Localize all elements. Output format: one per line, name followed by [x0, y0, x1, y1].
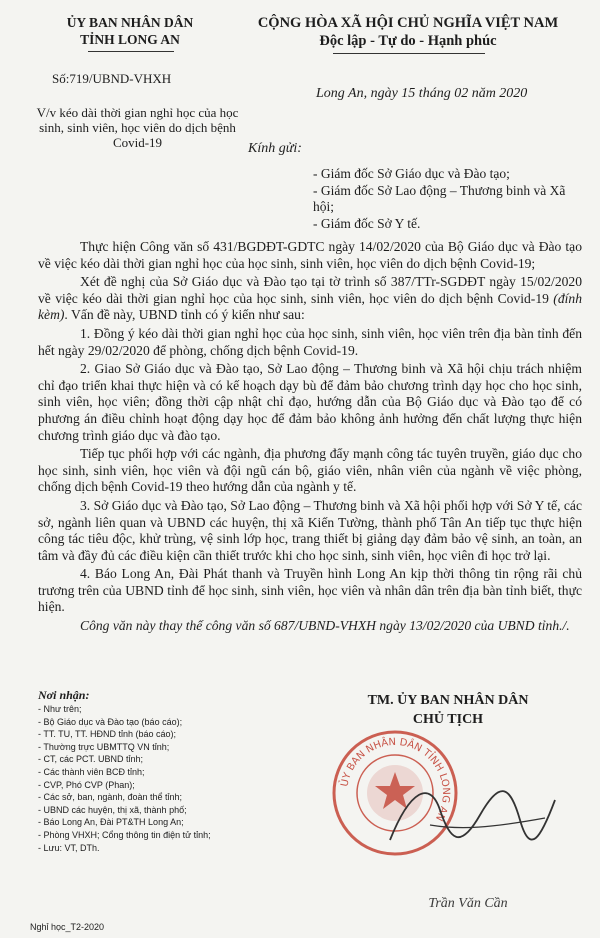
distribution-item: - Các thành viên BCĐ tỉnh; — [38, 766, 145, 777]
body-paragraph: Thực hiện Công văn số 431/BGDĐT-GDTC ngày 14/02/2020 của Bộ Giáo dục và Đào tạo về việc kéo dài thời gian nghỉ học của học sinh, sinh viên, học viên do dịch bệnh Covid-19; — [38, 239, 582, 271]
distribution-item: - Lưu: VT, DTh. — [38, 842, 100, 853]
issuer-header — [30, 14, 230, 48]
body-paragraph: 2. Giao Sở Giáo dục và Đào tạo, Sở Lao động – Thương binh và Xã hội chịu trách nhiệm chỉ đạo triển khai thực hiện và có kế hoạch dạy bù để đảm bảo chương trình dạy học cho học sinh, sinh viên, học viên; đồng thời cập nhật chỉ đạo, hướng dẫn của Bộ Giáo dục và Đào tạo để có phương án điều chỉnh hoạt động dạy học để đảm bảo không ảnh hưởng đến chất lượng thực hiện chương trình giáo dục và đào tạo. — [38, 361, 582, 443]
document-subject: V/v kéo dài thời gian nghỉ học của học sinh, sinh viên, học viên do dịch bệnh Covid-19 — [36, 105, 239, 150]
recipient-item: - Giám đốc Sở Lao động – Thương binh và Xã hội; — [313, 182, 566, 214]
document-number: Số:719/UBND-VHXH — [52, 71, 172, 86]
distribution-item: - Như trên; — [38, 704, 82, 714]
national-header — [228, 14, 588, 50]
file-reference: Nghỉ học_T2-2020 — [30, 922, 105, 932]
issuer-line-1: ỦY BAN NHÂN DÂN — [66, 15, 194, 30]
body-paragraph: 3. Sở Giáo dục và Đào tạo, Sở Lao động – Thương binh và Xã hội phối hợp với Sở Y tế, các sở, ngành liên quan và UBND các huyện, thị xã Kiến Tường, thành phố Tân An tiếp tục thực hiện công tác tiêu độc, khử trùng, vệ sinh lớp học, trang thiết bị giảng dạy đảm bảo vệ sinh, an toàn, an tâm và đầy đủ các điều kiện cần thiết trước khi cho học sinh, sinh viên, học viên đi học trở lại. — [38, 497, 582, 563]
distribution-item: - Các sở, ban, ngành, đoàn thể tỉnh; — [38, 792, 182, 803]
paragraph-text: Xét đề nghị của Sở Giáo dục và Đào tạo tại tờ trình số 387/TTr-SGDĐT ngày 15/02/2020 về việc kéo dài thời gian nghỉ học của học sinh, sinh viên, học viên do dịch bệnh Covid-19 — [38, 274, 582, 306]
signer-name: Trần Văn Cần — [428, 896, 508, 911]
seal-text-path: ỦY BAN NHÂN DÂN TỈNH LONG AN — [339, 736, 452, 823]
motto-underline — [333, 53, 485, 54]
body-paragraph: 4. Báo Long An, Đài Phát thanh và Truyền hình Long An kịp thời thông tin rộng rãi chủ trương trên của UBND tỉnh để học sinh, sinh viên, học viên và nhân dân trên địa bàn tỉnh biết, thực hiện. — [38, 566, 582, 615]
document-body — [38, 239, 582, 637]
distribution-item: - Báo Long An, Đài PT&TH Long An; — [38, 817, 184, 828]
distribution-list — [38, 703, 211, 854]
signature-stroke — [390, 791, 555, 840]
body-paragraph: Tiếp tục phối hợp với các ngành, địa phương đẩy mạnh công tác tuyên truyền, giáo dục cho học sinh, sinh viên, học viên và đội ngũ cán bộ, giáo viên, nhân viên của ngành về việc phòng, chống dịch bệnh Covid-19 theo hướng dẫn của ngành y tế. — [38, 446, 582, 495]
distribution-item: - CT, các PCT. UBND tỉnh; — [38, 754, 144, 765]
country-name: CỘNG HÒA XÃ HỘI CHỦ NGHĨA VIỆT NAM — [257, 15, 559, 31]
distribution-item: - Thường trực UBMTTQ VN tỉnh; — [38, 741, 170, 752]
body-paragraph — [38, 274, 582, 324]
body-paragraph: 1. Đồng ý kéo dài thời gian nghỉ học của học sinh, sinh viên, học viên trên địa bàn tỉnh đến hết ngày 29/02/2020 để phòng, chống dịch bệnh Covid-19. — [38, 325, 582, 358]
signature-role: CHỦ TỊCH — [412, 712, 484, 727]
signature-org: TM. ỦY BAN NHÂN DÂN — [367, 693, 529, 708]
distribution-title: Nơi nhận: — [38, 688, 90, 702]
attachment-note: (đính kèm) — [38, 290, 582, 323]
distribution-item: - CVP, Phó CVP (Phan); — [38, 779, 135, 790]
distribution-item: - UBND các huyện, thị xã, thành phố; — [38, 804, 187, 815]
recipient-item: - Giám đốc Sở Y tế. — [313, 215, 421, 231]
document-date: Long An, ngày 15 tháng 02 năm 2020 — [316, 86, 528, 101]
greeting: Kính gửi: — [248, 141, 302, 156]
handwritten-signature-icon — [370, 770, 570, 860]
recipient-list — [313, 166, 583, 232]
recipient-item: - Giám đốc Sở Giáo dục và Đào tạo; — [313, 166, 510, 181]
issuer-underline — [88, 51, 174, 52]
distribution-item: - Phòng VHXH; Cổng thông tin điện tử tỉnh; — [38, 829, 211, 840]
motto: Độc lập - Tự do - Hạnh phúc — [319, 33, 497, 49]
issuer-line-2: TỈNH LONG AN — [80, 32, 180, 47]
body-paragraph: Công văn này thay thế công văn số 687/UBND-VHXH ngày 13/02/2020 của UBND tỉnh./. — [80, 618, 570, 634]
distribution-item: - TT. TU, TT. HĐND tỉnh (báo cáo); — [38, 729, 177, 740]
signature-block-title — [318, 691, 578, 729]
distribution-item: - Bộ Giáo dục và Đào tạo (báo cáo); — [38, 716, 183, 727]
paragraph-text: . Vấn đề này, UBND tỉnh có ý kiến như sau: — [64, 307, 305, 323]
